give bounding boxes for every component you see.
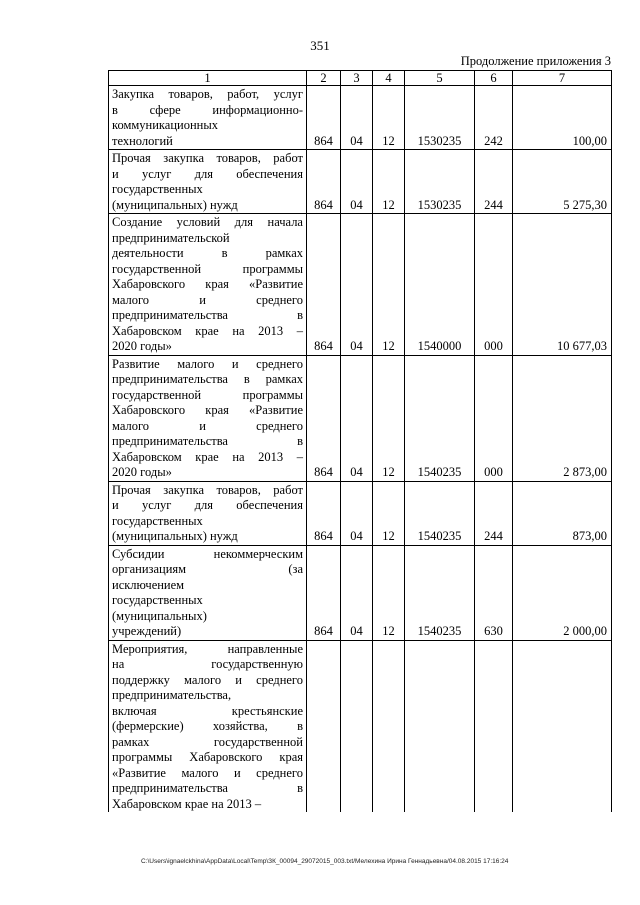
cell-grbs: 864 [307,481,341,545]
continuation-note: Продолжение приложения 3 [460,54,611,68]
cell-expense-type: 000 [475,214,513,356]
description-line: малого и среднего [112,418,303,433]
table-row [109,355,612,481]
description-line: (муниципальных) [112,608,207,623]
table-row [109,545,612,640]
header-cell-6: 6 [475,71,513,86]
cell-target-article: 1530235 [405,86,475,150]
description-line: и услуг для обеспечения [112,166,303,181]
header-cell-1: 1 [109,71,307,86]
cell-amount: 2 000,00 [513,545,612,640]
cell-target-article: 1530235 [405,150,475,214]
table-row [109,640,612,812]
table-row [109,86,612,150]
cell-amount: 100,00 [513,86,612,150]
cell-target-article: 1540235 [405,545,475,640]
description-line: коммуникационных [112,118,218,132]
description-line: Развитие малого и среднего [112,356,303,371]
description-line: предпринимательства, [112,688,232,702]
description-line: государственных [112,182,203,196]
row-description [109,640,307,812]
description-line: Создание условий для начала [112,215,303,229]
header-cell-2: 2 [307,71,341,86]
description-line: Закупка товаров, работ, услуг [112,87,303,101]
cell-amount [513,640,612,812]
header-cell-3: 3 [341,71,373,86]
cell-section: 04 [341,355,373,481]
cell-subsection: 12 [373,481,405,545]
description-line: (муниципальных) нужд [112,197,238,212]
description-line: Хабаровского края «Развитие [112,277,303,291]
cell-amount: 873,00 [513,481,612,545]
header-cell-5: 5 [405,71,475,86]
row-description [109,545,307,640]
row-description [109,150,307,214]
footer-file-path: C:\Users\ignaelckhina\AppData\Local\Temp\ЗК_00094_29072015_003.txt/Мелехина Ирина Геннадьевна/04.08.2015 17:16:24 [141,858,509,865]
cell-section: 04 [341,545,373,640]
table-row [109,214,612,356]
description-line: Прочая закупка товаров, работ [112,151,303,165]
row-description [109,481,307,545]
table-body [109,71,612,813]
cell-expense-type: 000 [475,355,513,481]
description-line: Хабаровском крае на 2013 – [112,449,303,464]
budget-table [108,70,612,812]
cell-subsection: 12 [373,86,405,150]
description-line: поддержку малого и среднего [112,672,303,687]
description-line: 2020 годы» [112,465,172,479]
description-line: организациям (за [112,562,303,576]
page-number: 351 [310,38,330,53]
row-description [109,355,307,481]
description-line: (муниципальных) нужд [112,529,238,543]
description-line: предпринимательства в рамках [112,372,303,386]
description-line: государственных [112,513,203,528]
description-line: Мероприятия, направленные [112,641,303,656]
description-line: Хабаровском крае на 2013 – [112,323,303,338]
cell-grbs: 864 [307,86,341,150]
description-line: государственной программы [112,261,303,276]
table-header-row [109,71,612,86]
cell-target-article: 1540000 [405,214,475,356]
description-line: технологий [112,133,173,148]
cell-section: 04 [341,481,373,545]
cell-section: 04 [341,150,373,214]
description-line: программы Хабаровского края [112,750,303,764]
description-line: предпринимательства в [112,434,303,448]
cell-target-article [405,640,475,812]
description-line: исключением [112,577,185,592]
description-line: в сфере информационно- [112,102,303,117]
description-line: рамках государственной [112,734,303,749]
header-cell-4: 4 [373,71,405,86]
cell-expense-type [475,640,513,812]
description-line: Субсидии некоммерческим [112,546,303,561]
cell-section [341,640,373,812]
cell-section: 04 [341,86,373,150]
cell-grbs: 864 [307,545,341,640]
cell-amount: 5 275,30 [513,150,612,214]
description-line: и услуг для обеспечения [112,498,303,512]
description-line: предпринимательской [112,230,230,245]
description-line: малого и среднего [112,292,303,307]
cell-amount: 10 677,03 [513,214,612,356]
cell-grbs: 864 [307,214,341,356]
cell-target-article: 1540235 [405,355,475,481]
description-line: 2020 годы» [112,339,172,353]
description-line: государственных [112,593,203,607]
table-row [109,150,612,214]
header-cell-7: 7 [513,71,612,86]
description-line: Прочая закупка товаров, работ [112,482,303,497]
cell-target-article: 1540235 [405,481,475,545]
description-line: учреждений) [112,624,182,638]
description-line: на государственную [112,657,303,671]
cell-amount: 2 873,00 [513,355,612,481]
row-description [109,214,307,356]
cell-section: 04 [341,214,373,356]
cell-subsection [373,640,405,812]
cell-expense-type: 244 [475,481,513,545]
cell-expense-type: 244 [475,150,513,214]
description-line: включая крестьянские [112,703,303,718]
description-line: «Развитие малого и среднего [112,765,303,780]
cell-expense-type: 630 [475,545,513,640]
row-description [109,86,307,150]
description-line: (фермерские) хозяйства, в [112,719,303,733]
description-line: государственной программы [112,387,303,402]
cell-grbs: 864 [307,355,341,481]
table-row [109,481,612,545]
cell-grbs [307,640,341,812]
cell-subsection: 12 [373,150,405,214]
cell-grbs: 864 [307,150,341,214]
description-line: предпринимательства в [112,781,303,795]
description-line: деятельности в рамках [112,246,303,260]
cell-subsection: 12 [373,214,405,356]
description-line: предпринимательства в [112,308,303,322]
description-line: Хабаровского края «Развитие [112,403,303,417]
cell-expense-type: 242 [475,86,513,150]
cell-subsection: 12 [373,355,405,481]
cell-subsection: 12 [373,545,405,640]
description-line: Хабаровском крае на 2013 – [112,796,262,811]
